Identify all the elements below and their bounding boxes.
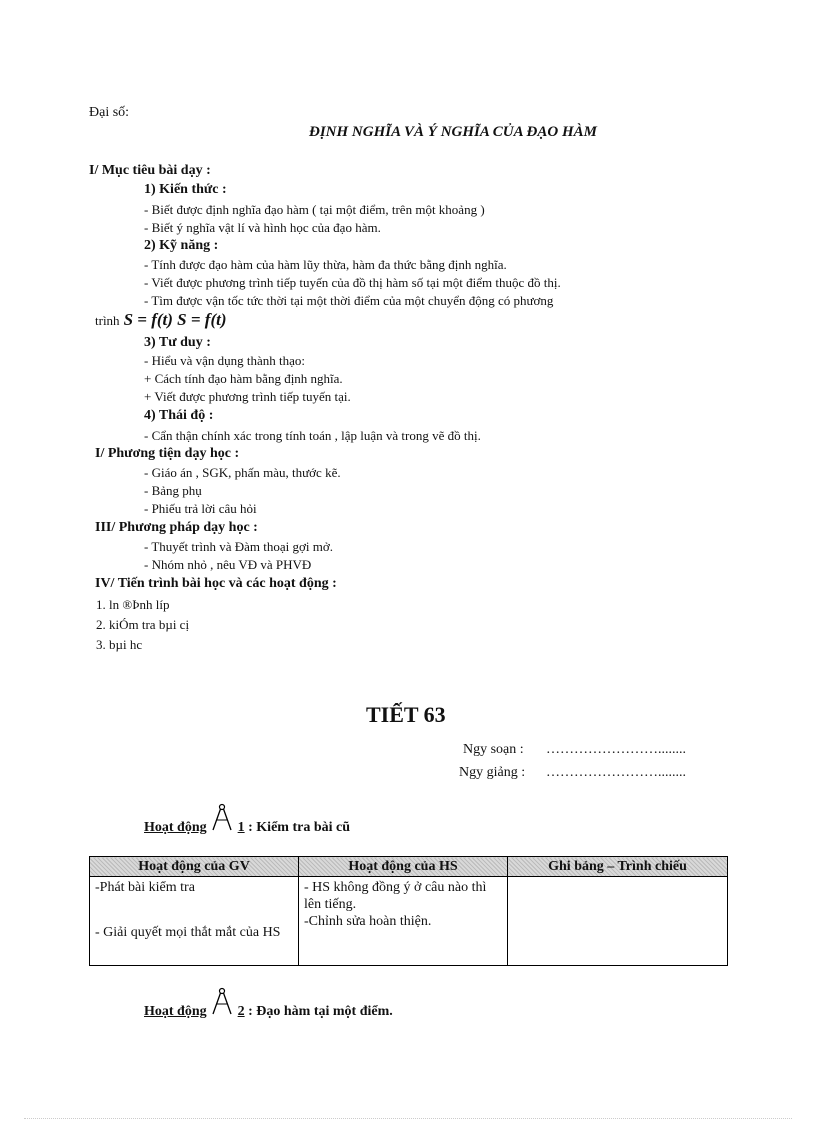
activity2-title: : Đạo hàm tại một điểm. xyxy=(248,1004,393,1019)
compass-icon xyxy=(210,803,234,838)
table-row xyxy=(90,877,728,966)
thinking-heading: 3) Tư duy : xyxy=(144,335,211,350)
page-bottom-divider xyxy=(24,1118,792,1119)
activity1-heading xyxy=(144,803,350,838)
thinking-line-2: + Cách tính đạo hàm bằng định nghĩa. xyxy=(144,371,343,386)
section3-heading: III/ Phương pháp dạy học : xyxy=(95,520,258,535)
activity1-number: 1 xyxy=(237,820,245,835)
activity2-label: Hoạt động xyxy=(144,1004,207,1019)
subject-label: Đại số: xyxy=(89,105,130,120)
taught-date-value: ……………………........ xyxy=(546,765,686,780)
header-hs: Hoạt động của HS xyxy=(299,857,508,877)
header-board: Ghi bảng – Trình chiếu xyxy=(508,857,728,877)
document-title: ĐỊNH NGHĨA VÀ Ý NGHĨA CỦA ĐẠO HÀM xyxy=(309,124,597,140)
skills-line-3: - Tìm được vận tốc tức thời tại một thời điểm của một chuyển động có phương xyxy=(144,293,554,308)
compass-icon xyxy=(210,987,234,1022)
section4-line-3: 3. bµi hc xyxy=(96,637,143,652)
lesson-number: TIẾT 63 xyxy=(366,702,446,727)
gv-line-1: -Phát bài kiểm tra xyxy=(95,880,195,895)
skills-line-1: - Tính được đạo hàm của hàm lũy thừa, hàm đa thức bằng định nghĩa. xyxy=(144,257,507,272)
section3-line-1: - Thuyết trình và Đàm thoại gợi mở. xyxy=(144,539,333,554)
section4-line-2: 2. kiÓm tra bµi cị xyxy=(96,617,190,632)
knowledge-heading: 1) Kiến thức : xyxy=(144,182,227,197)
taught-date-label: Ngy giảng : xyxy=(459,765,526,780)
section2-line-3: - Phiếu trả lời câu hỏi xyxy=(144,501,257,516)
prepared-date-value: ……………………........ xyxy=(546,742,686,757)
prepared-date-label: Ngy soạn : xyxy=(463,742,524,757)
activity2-number: 2 xyxy=(237,1004,245,1019)
section2-line-2: - Bảng phụ xyxy=(144,483,202,498)
header-gv: Hoạt động của GV xyxy=(90,857,299,877)
section2-line-1: - Giáo án , SGK, phấn màu, thước kẽ. xyxy=(144,465,341,480)
section1-heading: I/ Mục tiêu bài dạy : xyxy=(89,163,211,178)
section4-line-1: 1. ln ®Þnh líp xyxy=(96,597,170,612)
cell-hs xyxy=(299,877,508,966)
section3-line-2: - Nhóm nhỏ , nêu VĐ và PHVĐ xyxy=(144,557,312,572)
activity2-heading xyxy=(144,987,393,1022)
activity1-title: : Kiểm tra bài cũ xyxy=(248,820,350,835)
activity-table xyxy=(89,856,728,966)
formula-prefix: trình xyxy=(95,313,120,328)
thinking-line-3: + Viết được phương trình tiếp tuyến tại. xyxy=(144,389,351,404)
knowledge-line-1: - Biết được định nghĩa đạo hàm ( tại một điểm, trên một khoảng ) xyxy=(144,202,485,217)
formula-line xyxy=(95,310,227,330)
attitude-line-1: - Cẩn thận chính xác trong tính toán , lập luận và trong vẽ đồ thị. xyxy=(144,428,481,443)
hs-line-3: -Chỉnh sửa hoàn thiện. xyxy=(304,914,432,929)
attitude-heading: 4) Thái độ : xyxy=(144,408,214,423)
knowledge-line-2: - Biết ý nghĩa vật lí và hình học của đạo hàm. xyxy=(144,220,381,235)
skills-line-2: - Viết được phương trình tiếp tuyến của đồ thị hàm số tại một điểm thuộc đồ thị. xyxy=(144,275,561,290)
gv-line-2: - Giải quyết mọi thắt mắt của HS xyxy=(95,925,281,940)
activity1-label: Hoạt động xyxy=(144,820,207,835)
cell-board xyxy=(508,877,728,966)
section4-heading: IV/ Tiến trình bài học và các hoạt động : xyxy=(95,576,337,591)
section2-heading: I/ Phương tiện dạy học : xyxy=(95,446,240,461)
cell-gv xyxy=(90,877,299,966)
hs-line-2: lên tiếng. xyxy=(304,897,357,912)
formula: S = f(t) S = f(t) xyxy=(123,310,227,329)
thinking-line-1: - Hiểu và vận dụng thành thạo: xyxy=(144,353,306,368)
hs-line-1: - HS không đồng ý ở câu nào thì xyxy=(304,880,487,895)
skills-heading: 2) Kỹ năng : xyxy=(144,238,219,253)
